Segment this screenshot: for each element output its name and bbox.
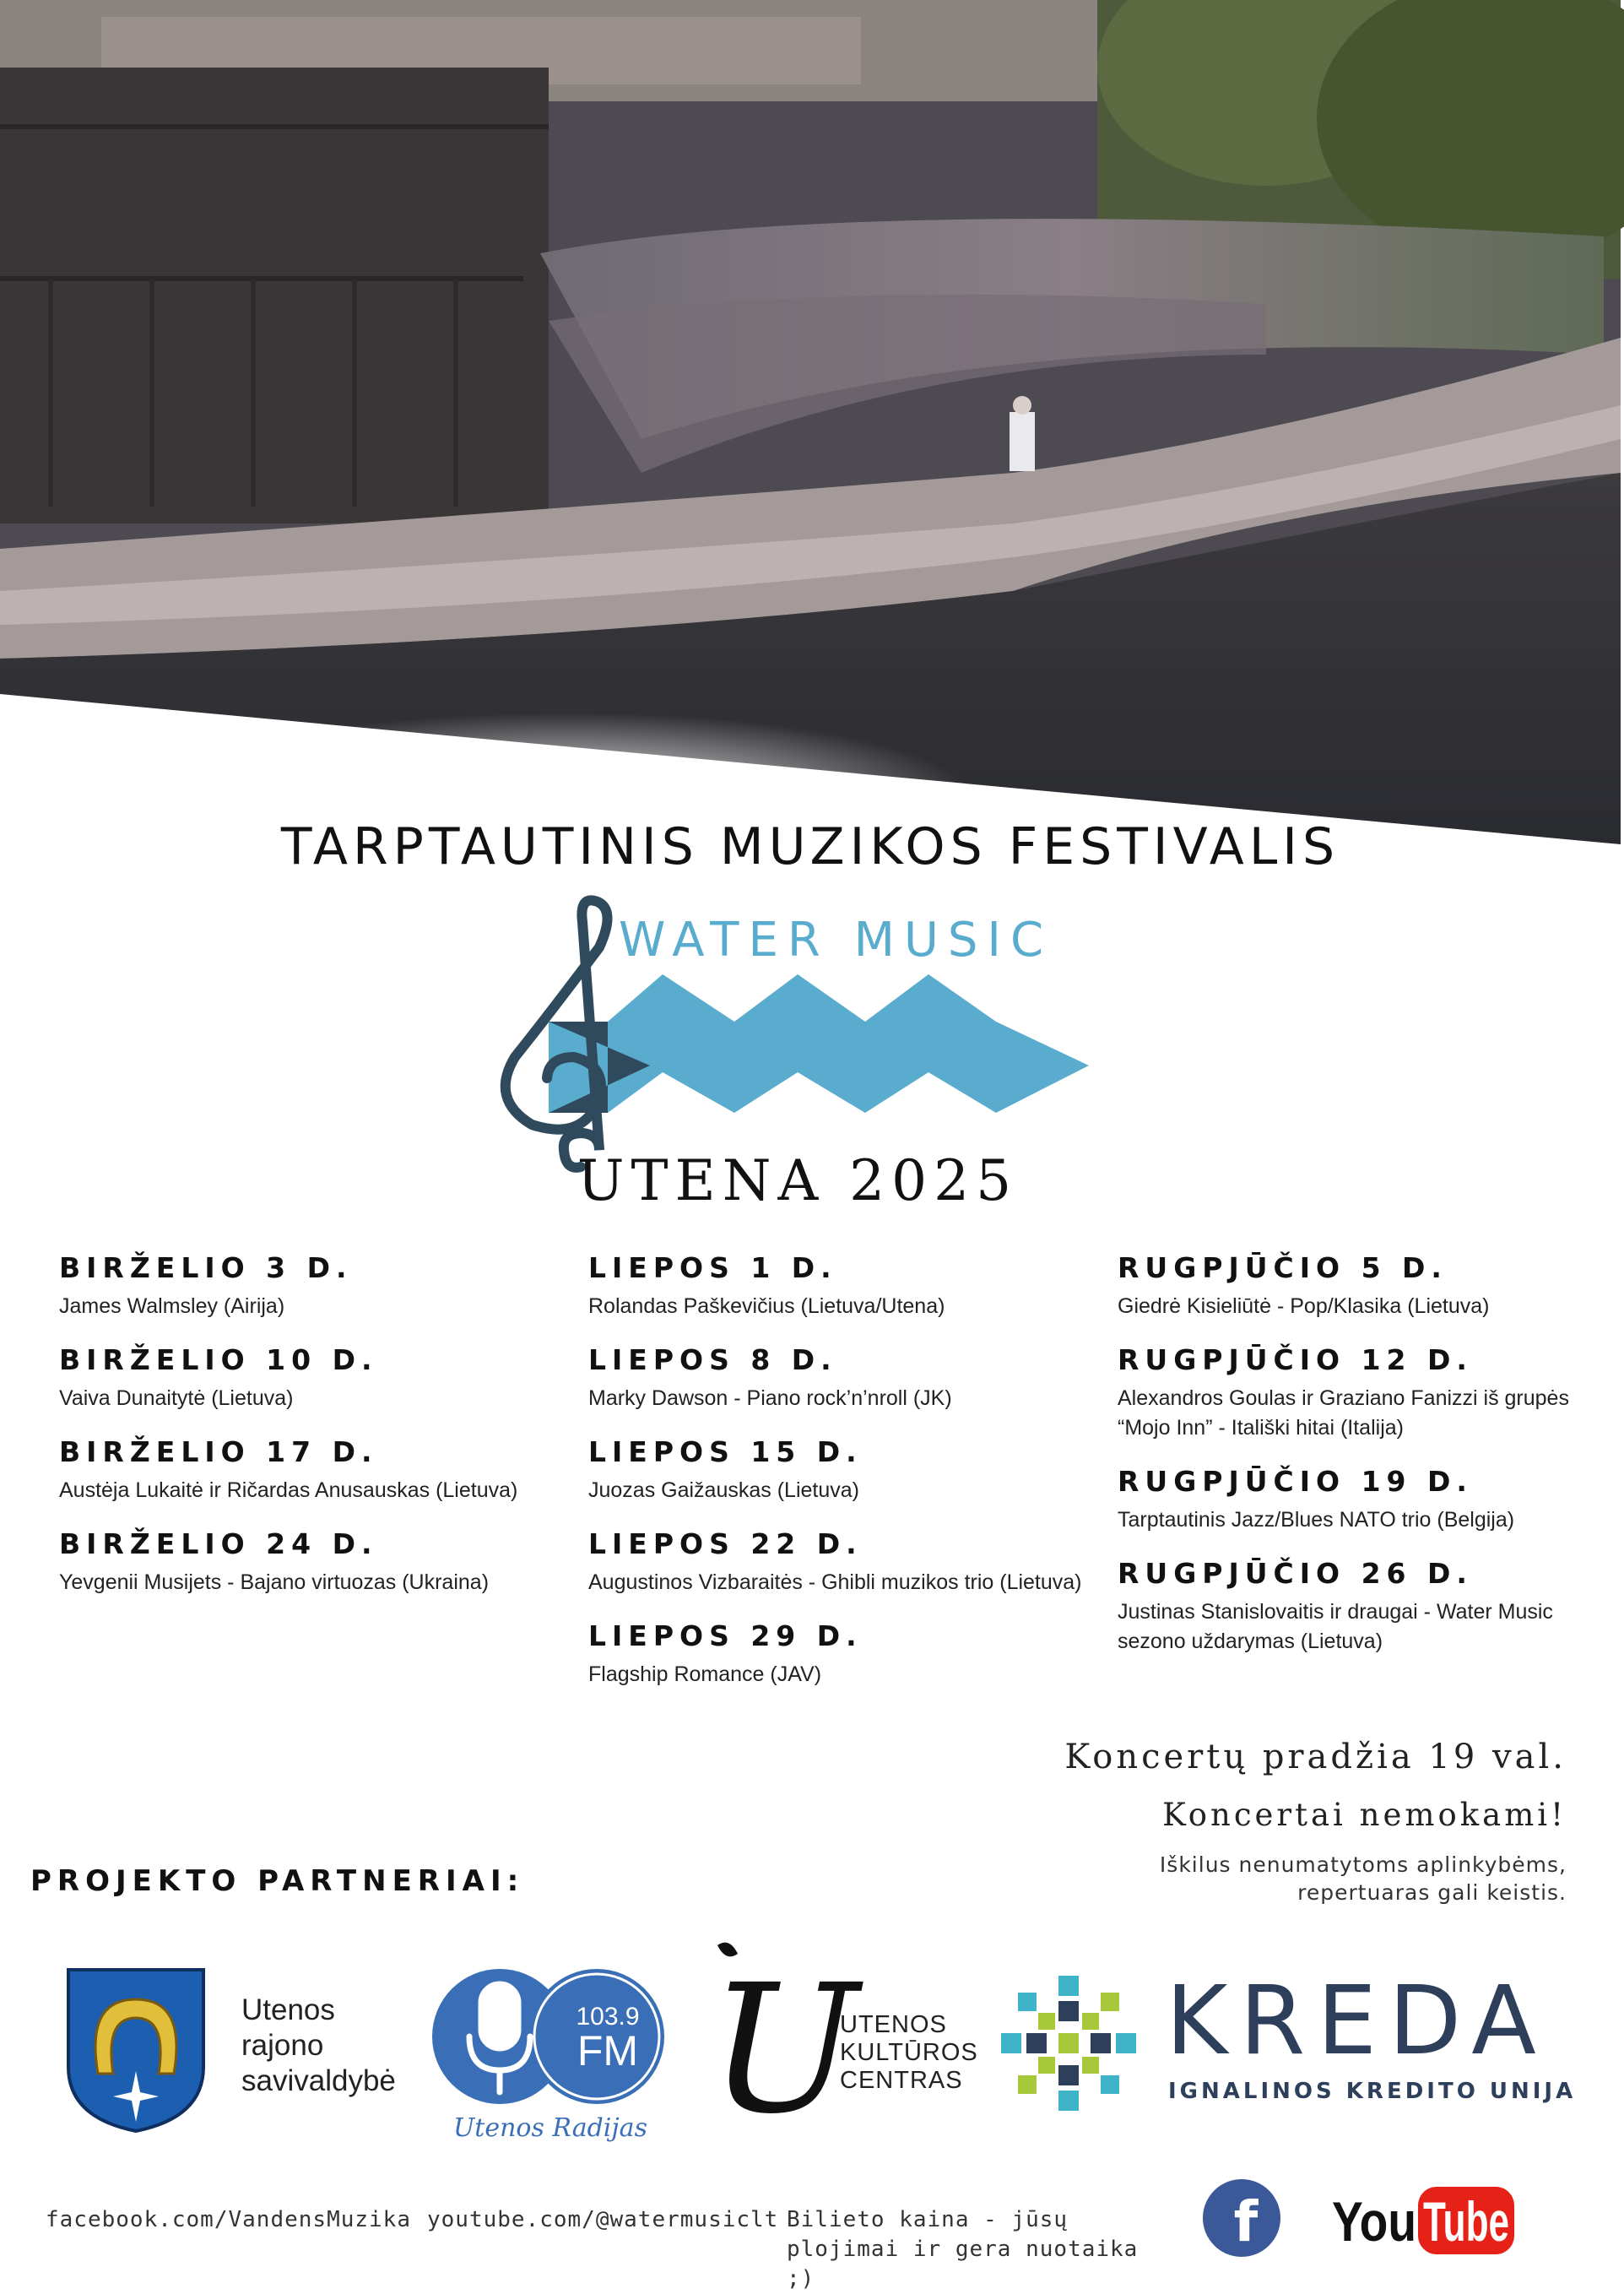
event-artist: Justinas Stanislovaitis ir draugai - Water Music sezono uždarymas (Lietuva) xyxy=(1118,1600,1553,1653)
free-entry-note: Koncertai nemokami! xyxy=(1162,1797,1567,1833)
event-date: LIEPOS 1 D. xyxy=(588,1251,837,1284)
youtube-icon-tube: Tube xyxy=(1423,2190,1509,2253)
event-date: LIEPOS 15 D. xyxy=(588,1435,863,1468)
culture-center-name xyxy=(840,2011,978,2095)
event-artist: Flagship Romance (JAV) xyxy=(588,1662,822,1686)
logo-wordmark: WATER MUSIC xyxy=(619,913,1053,968)
schedule-event xyxy=(59,1340,566,1413)
partners-heading: PROJEKTO PARTNERIAI: xyxy=(30,1864,525,1898)
schedule-event xyxy=(59,1432,566,1505)
event-date: RUGPJŪČIO 12 D. xyxy=(1118,1343,1473,1376)
municipality-line-1: Utenos xyxy=(241,1993,335,2026)
schedule-event xyxy=(1118,1248,1624,1321)
schedule-change-notice: Iškilus nenumatytoms aplinkybėms, repertuaras gali keistis. xyxy=(1159,1852,1567,1905)
youtube-icon[interactable] xyxy=(1332,2180,1516,2261)
schedule-column-june xyxy=(59,1248,566,1616)
coat-of-arms xyxy=(64,1966,208,2134)
schedule-event xyxy=(588,1524,1095,1597)
schedule-event xyxy=(588,1432,1095,1505)
event-date: BIRŽELIO 24 D. xyxy=(59,1527,378,1560)
culture-center-line-2: KULTŪROS xyxy=(840,2039,978,2066)
youtube-icon-you: You xyxy=(1332,2190,1416,2253)
edition-title: UTENA 2025 xyxy=(577,1148,1019,1213)
partner-municipality xyxy=(64,1959,436,2145)
partner-kreda xyxy=(1001,1966,1577,2128)
ticket-price-note: Bilieto kaina - jūsų plojimai ir gera nuotaika ;) xyxy=(787,2207,1139,2291)
facebook-icon-glyph: f xyxy=(1233,2189,1259,2254)
schedule-column-august xyxy=(1118,1248,1624,1675)
concert-start-time: Koncertų pradžia 19 val. xyxy=(1064,1738,1567,1776)
radio-band: FM xyxy=(577,2027,639,2074)
youtube-link[interactable]: youtube.com/@watermusiclt xyxy=(427,2207,779,2232)
event-artist: Tarptautinis Jazz/Blues NATO trio (Belgija) xyxy=(1118,1508,1515,1532)
event-artist: Alexandros Goulas ir Graziano Fanizzi iš grupės “Mojo Inn” - Itališki hitai (Italija) xyxy=(1118,1386,1569,1440)
festival-title: TARPTAUTINIS MUZIKOS FESTIVALIS xyxy=(280,817,1340,876)
schedule-event xyxy=(588,1616,1095,1689)
facebook-link[interactable]: facebook.com/VandensMuzika xyxy=(46,2207,411,2232)
municipality-name xyxy=(241,1993,396,2099)
schedule-event xyxy=(1118,1554,1624,1657)
radio-name: Utenos Radijas xyxy=(453,2113,647,2143)
event-date: LIEPOS 29 D. xyxy=(588,1619,863,1652)
event-date: BIRŽELIO 3 D. xyxy=(59,1251,353,1284)
schedule-event xyxy=(59,1524,566,1597)
water-music-logo xyxy=(481,897,1106,1175)
schedule-event xyxy=(588,1248,1095,1321)
partner-culture-center xyxy=(701,1933,988,2153)
municipality-line-2: rajono xyxy=(241,2029,324,2062)
schedule-event xyxy=(1118,1340,1624,1443)
municipality-line-3: savivaldybė xyxy=(241,2064,396,2097)
event-artist: Austėja Lukaitė ir Ričardas Anusauskas (Lietuva) xyxy=(59,1478,518,1502)
event-artist: James Walmsley (Airija) xyxy=(59,1294,285,1318)
facebook-icon[interactable] xyxy=(1202,2178,1281,2258)
event-artist: Vaiva Dunaitytė (Lietuva) xyxy=(59,1386,294,1410)
partner-utenos-radijas xyxy=(432,1959,677,2153)
culture-center-line-3: CENTRAS xyxy=(840,2067,963,2094)
schedule-event xyxy=(1118,1462,1624,1535)
event-artist: Juozas Gaižauskas (Lietuva) xyxy=(588,1478,859,1502)
event-date: RUGPJŪČIO 5 D. xyxy=(1118,1251,1448,1284)
event-date: RUGPJŪČIO 19 D. xyxy=(1118,1465,1473,1498)
hero-photo xyxy=(0,0,1621,844)
culture-center-logo-icon xyxy=(701,1933,858,2153)
radio-frequency: 103.9 xyxy=(576,2003,640,2031)
schedule-event xyxy=(588,1340,1095,1413)
event-date: LIEPOS 22 D. xyxy=(588,1527,863,1560)
snowflake-ornament-icon xyxy=(1001,1976,1136,2111)
event-artist: Marky Dawson - Piano rock’n’nroll (JK) xyxy=(588,1386,952,1410)
event-artist: Giedrė Kisieliūtė - Pop/Klasika (Lietuva) xyxy=(1118,1294,1490,1318)
event-date: BIRŽELIO 17 D. xyxy=(59,1435,378,1468)
culture-center-letter: U xyxy=(709,1946,858,2153)
event-date: RUGPJŪČIO 26 D. xyxy=(1118,1557,1473,1590)
culture-center-line-1: UTENOS xyxy=(840,2011,947,2038)
kreda-name: KREDA xyxy=(1166,1966,1548,2076)
event-date: LIEPOS 8 D. xyxy=(588,1343,837,1376)
event-artist: Rolandas Paškevičius (Lietuva/Utena) xyxy=(588,1294,945,1318)
schedule-event xyxy=(59,1248,566,1321)
event-date: BIRŽELIO 10 D. xyxy=(59,1343,378,1376)
wave-shape xyxy=(549,974,1089,1113)
kreda-tagline: IGNALINOS KREDITO UNIJA xyxy=(1168,2079,1577,2104)
schedule-column-july xyxy=(588,1248,1095,1708)
event-artist: Augustinos Vizbaraitės - Ghibli muzikos trio (Lietuva) xyxy=(588,1570,1082,1594)
event-artist: Yevgenii Musijets - Bajano virtuozas (Ukraina) xyxy=(59,1570,490,1594)
